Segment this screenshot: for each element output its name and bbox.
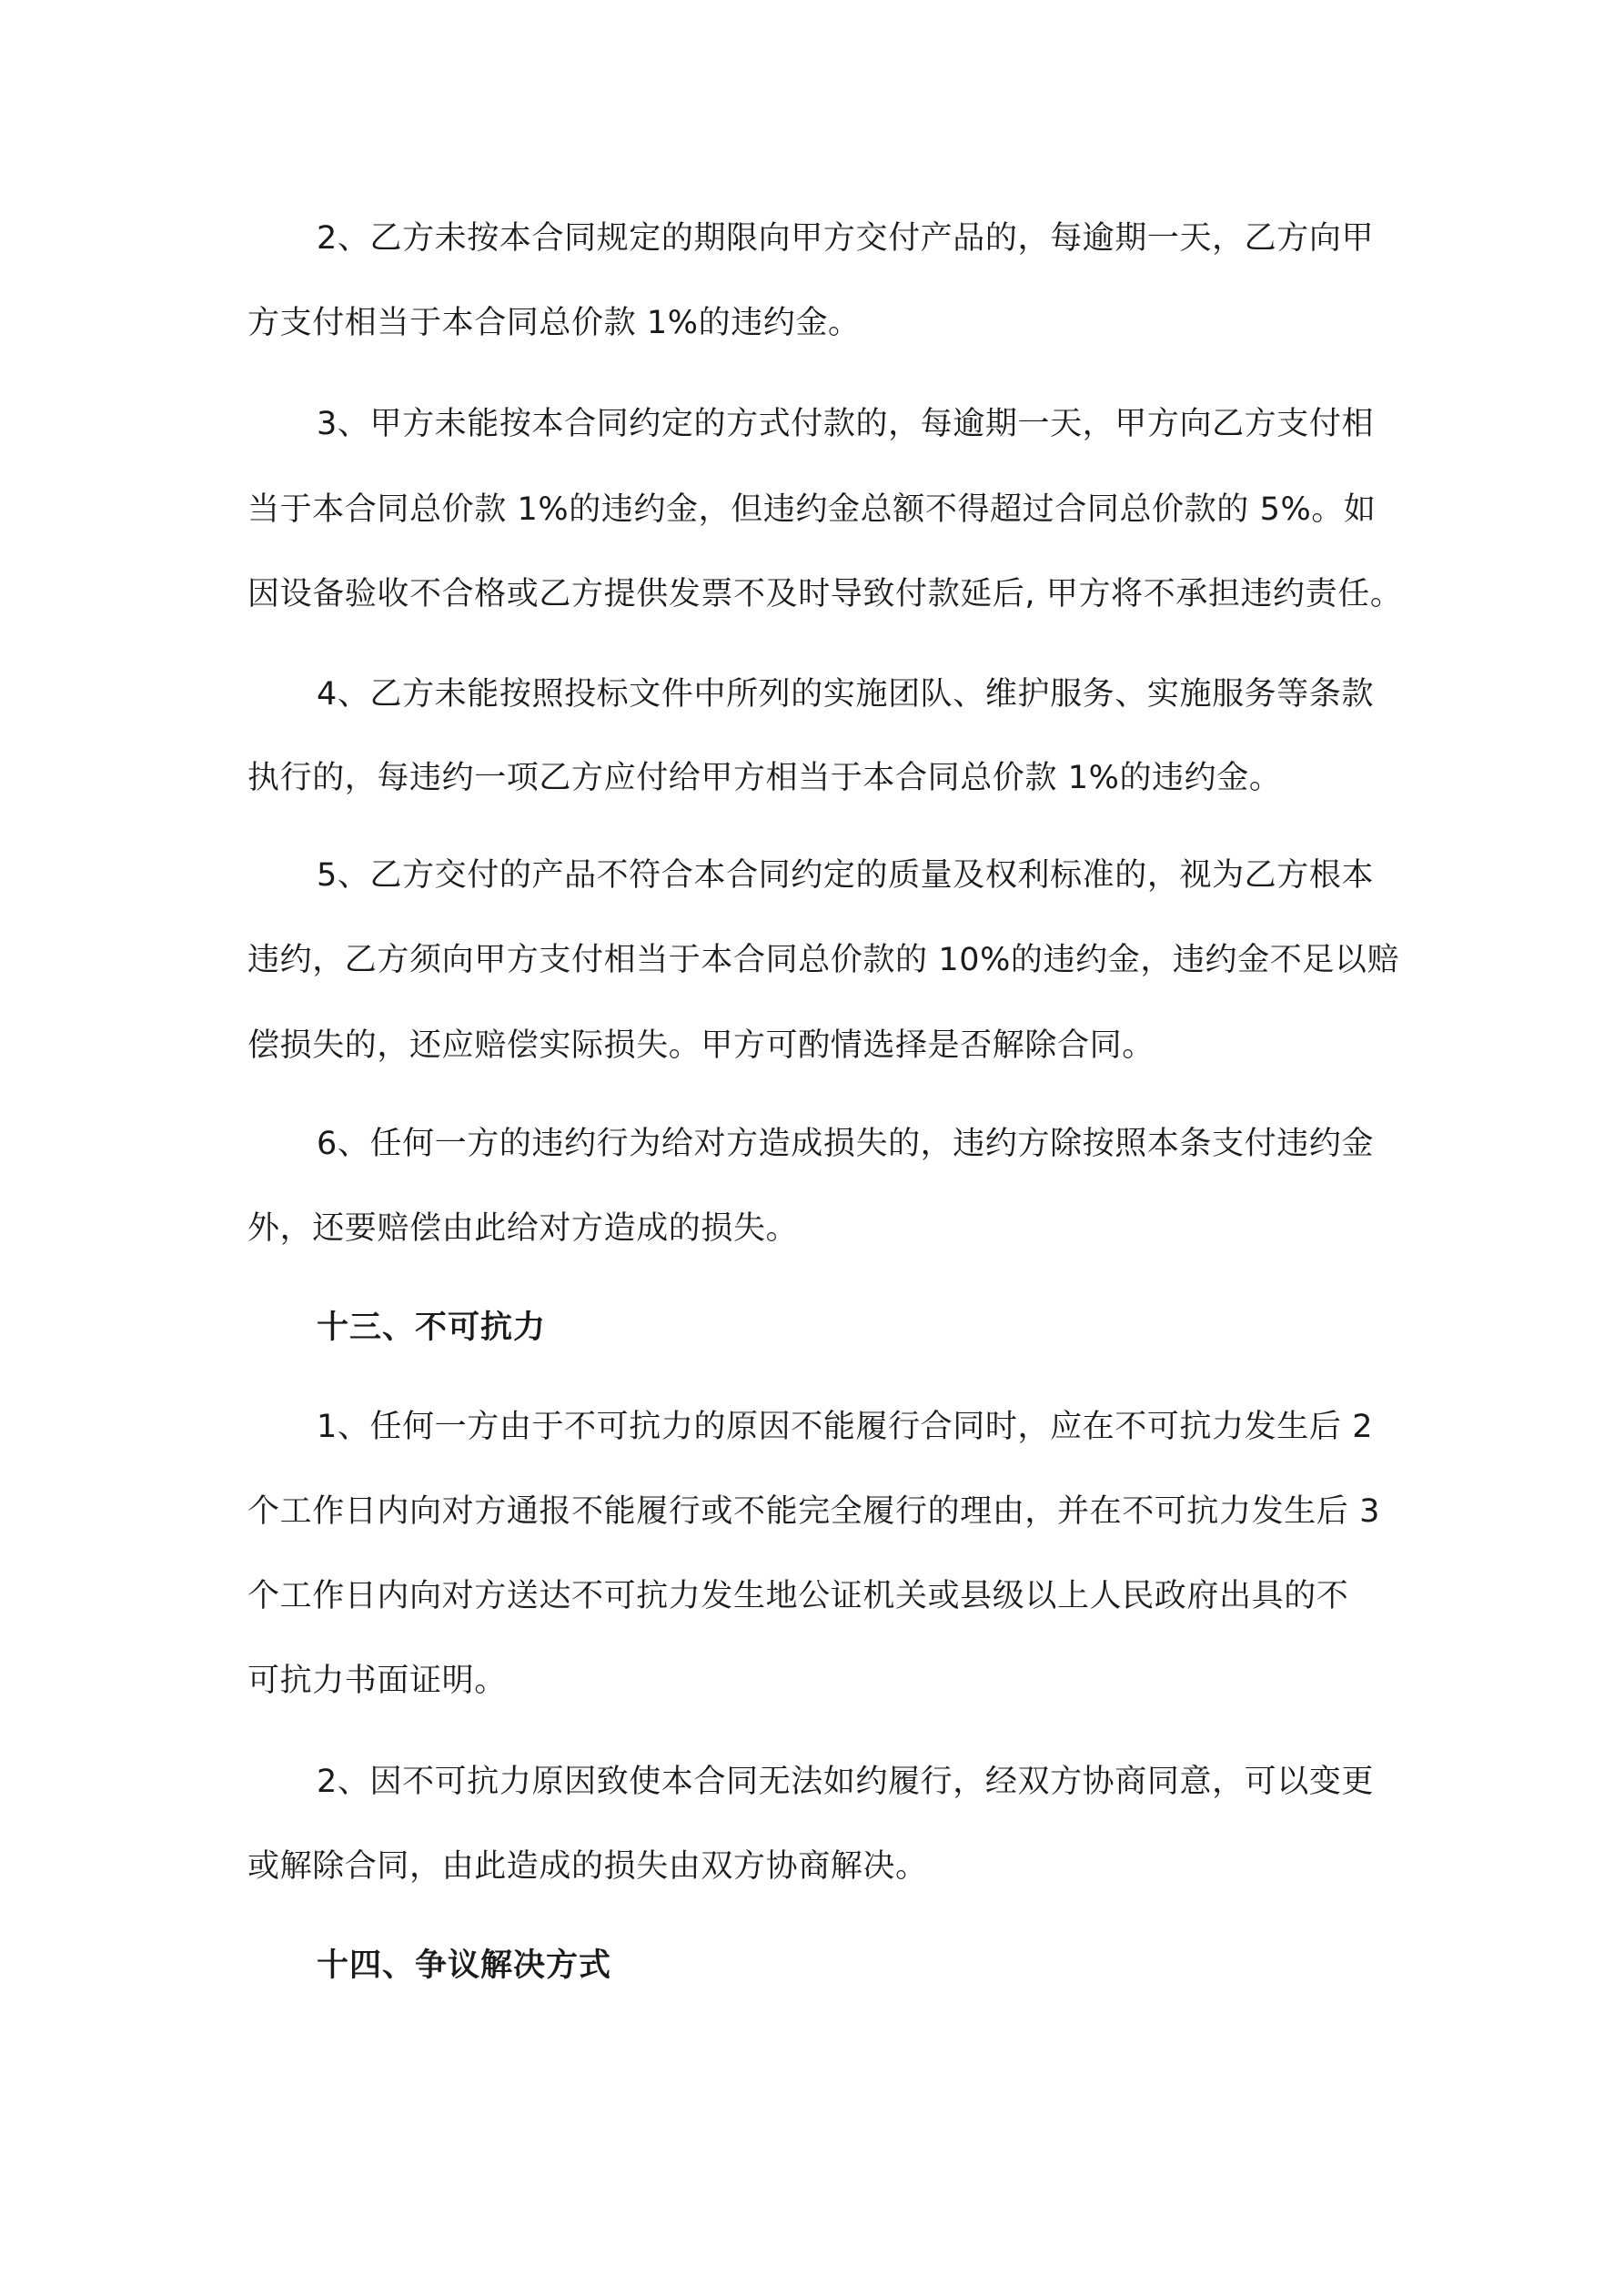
section-13-heading: 十三、不可抗力	[317, 1310, 547, 1346]
s13-clause-2-line-1: 2、因不可抗力原因致使本合同无法如约履行，经双方协商同意，可以变更	[317, 1764, 1375, 1800]
clause-4-line-1: 4、乙方未能按照投标文件中所列的实施团队、维护服务、实施服务等条款	[317, 676, 1375, 713]
clause-5-line-1: 5、乙方交付的产品不符合本合同约定的质量及权利标准的，视为乙方根本	[317, 857, 1375, 894]
s13-clause-2-line-2: 或解除合同，由此造成的损失由双方协商解决。	[247, 1848, 928, 1885]
clause-6-line-2: 外，还要赔偿由此给对方造成的损失。	[247, 1210, 799, 1247]
clause-5-line-3: 偿损失的，还应赔偿实际损失。甲方可酌情选择是否解除合同。	[247, 1027, 1155, 1064]
s13-clause-1-line-3: 个工作日内向对方送达不可抗力发生地公证机关或县级以上人民政府出具的不	[247, 1578, 1349, 1614]
clause-5-line-2: 违约，乙方须向甲方支付相当于本合同总价款的 10%的违约金，违约金不足以赔	[247, 942, 1400, 978]
s13-clause-1-line-2: 个工作日内向对方通报不能履行或不能完全履行的理由，并在不可抗力发生后 3	[247, 1493, 1380, 1530]
clause-6-line-1: 6、任何一方的违约行为给对方造成损失的，违约方除按照本条支付违约金	[317, 1126, 1375, 1162]
clause-3-line-2: 当于本合同总价款 1%的违约金，但违约金总额不得超过合同总价款的 5%。如	[247, 491, 1377, 528]
clause-3-line-3: 因设备验收不合格或乙方提供发票不及时导致付款延后, 甲方将不承担违约责任。	[247, 576, 1403, 612]
clause-2-line-1: 2、乙方未按本合同规定的期限向甲方交付产品的，每逾期一天，乙方向甲	[317, 220, 1375, 257]
s13-clause-1-line-1: 1、任何一方由于不可抗力的原因不能履行合同时，应在不可抗力发生后 2	[317, 1409, 1374, 1445]
clause-4-line-2: 执行的，每违约一项乙方应付给甲方相当于本合同总价款 1%的违约金。	[247, 760, 1282, 796]
section-14-heading: 十四、争议解决方式	[317, 1947, 612, 1984]
s13-clause-1-line-4: 可抗力书面证明。	[247, 1663, 507, 1699]
clause-2-line-2: 方支付相当于本合同总价款 1%的违约金。	[247, 305, 861, 341]
clause-3-line-1: 3、甲方未能按本合同约定的方式付款的，每逾期一天，甲方向乙方支付相	[317, 406, 1375, 442]
